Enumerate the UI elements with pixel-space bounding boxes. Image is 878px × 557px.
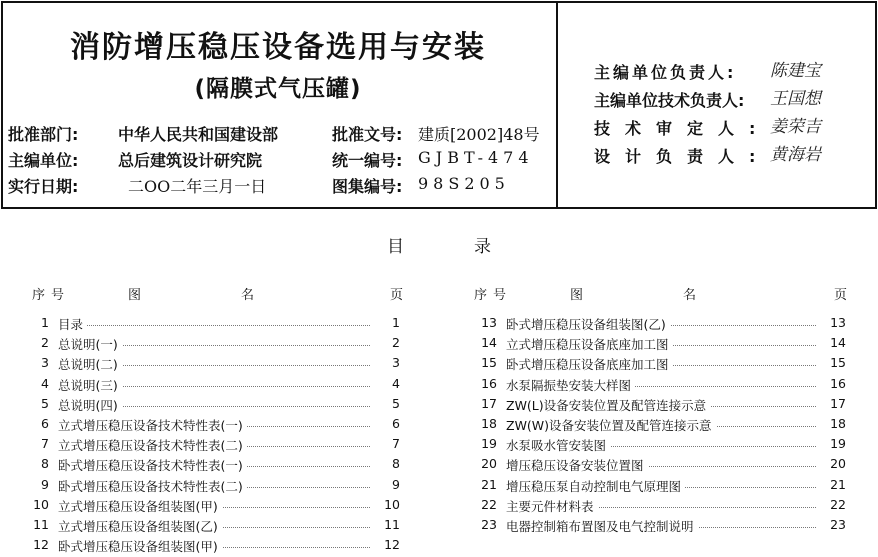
toc-row-number: 11: [33, 516, 49, 532]
toc-row-number: 20: [481, 456, 497, 472]
toc-row-page: 11: [370, 517, 400, 532]
toc-row-number: 4: [41, 375, 49, 391]
toc-row-number: 10: [33, 496, 49, 512]
tech-responsible-label: 主编单位技术负责人:: [594, 91, 745, 110]
toc-row-page: 22: [816, 497, 846, 512]
toc-row-number: 3: [41, 355, 49, 371]
toc-row-page: 13: [816, 315, 846, 330]
left-col-no-header: 序号: [32, 288, 71, 303]
left-col-page-header: 页: [390, 288, 404, 303]
toc-row-page: 10: [370, 497, 400, 512]
toc-row-title: 增压稳压设备安装位置图: [506, 456, 648, 474]
toc-row-title: 水泵吸水管安装图: [506, 436, 610, 454]
toc-row: [473, 517, 846, 537]
chief-signature: 陈建宝: [770, 61, 821, 81]
toc-row: [473, 477, 846, 497]
toc-row: [25, 436, 400, 456]
toc-row-page: 12: [370, 537, 400, 552]
toc-row-title: 立式增压稳压设备技术特性表(二): [58, 436, 247, 454]
toc-row-page: 4: [370, 376, 400, 391]
toc-row-title: 立式增压稳压设备底座加工图: [506, 335, 673, 353]
title-block-divider: [556, 1, 558, 209]
toc-row-page: 2: [370, 335, 400, 350]
toc-row-title: 总说明(二): [58, 355, 122, 373]
toc-row: [473, 335, 846, 355]
right-col-name-header: 图名: [570, 288, 797, 303]
review-label: 技术审定人:: [594, 119, 771, 138]
toc-row-page: 20: [816, 456, 846, 471]
toc-row: [25, 355, 400, 375]
toc-title: 目录: [387, 237, 561, 257]
toc-row-page: 5: [370, 396, 400, 411]
toc-row-title: 立式增压稳压设备组装图(乙): [58, 517, 222, 535]
review-signature: 姜荣吉: [770, 117, 821, 137]
toc-row: [25, 376, 400, 396]
toc-row: [473, 436, 846, 456]
tech-signature: 王国想: [770, 89, 821, 109]
toc-row-page: 15: [816, 355, 846, 370]
document-title: 消防增压稳压设备选用与安装: [70, 30, 486, 65]
approval-dept-value: 中华人民共和国建设部: [118, 125, 279, 144]
unified-code-value: GJBT-474: [418, 148, 534, 167]
toc-row-number: 21: [481, 476, 497, 492]
toc-row: [473, 315, 846, 335]
toc-row-page: 17: [816, 396, 846, 411]
toc-row: [473, 396, 846, 416]
toc-right-list: [473, 315, 846, 537]
toc-row-page: 16: [816, 376, 846, 391]
toc-row: [25, 335, 400, 355]
toc-row-page: 23: [816, 517, 846, 532]
design-signature: 黄海岩: [770, 145, 821, 165]
toc-row: [25, 315, 400, 335]
toc-row: [473, 497, 846, 517]
toc-row-page: 8: [370, 456, 400, 471]
right-col-no-header: 序号: [474, 288, 513, 303]
toc-row-number: 19: [481, 436, 497, 452]
toc-row-title: 卧式增压稳压设备组装图(甲): [58, 537, 222, 555]
atlas-code-value: 98S205: [418, 174, 510, 193]
toc-row-page: 1: [370, 315, 400, 330]
toc-row-number: 15: [481, 355, 497, 371]
toc-row-number: 5: [41, 395, 49, 411]
editor-unit-value: 总后建筑设计研究院: [118, 151, 263, 170]
toc-row: [25, 396, 400, 416]
toc-row-title: ZW(W)设备安装位置及配管连接示意: [506, 416, 716, 434]
design-label: 设计负责人:: [594, 147, 771, 166]
editor-unit-label: 主编单位:: [8, 151, 79, 170]
toc-row-number: 6: [41, 415, 49, 431]
toc-row: [473, 355, 846, 375]
toc-row-title: 水泵隔振垫安装大样图: [506, 376, 635, 394]
toc-row: [473, 416, 846, 436]
approval-dept-label: 批准部门:: [8, 125, 79, 144]
toc-row-page: 21: [816, 477, 846, 492]
toc-row-title: 电器控制箱布置图及电气控制说明: [506, 517, 698, 535]
approval-doc-label: 批准文号:: [332, 125, 403, 144]
toc-row-number: 12: [33, 537, 49, 553]
toc-row-title: 总说明(三): [58, 376, 122, 394]
toc-row: [25, 497, 400, 517]
toc-row-number: 23: [481, 516, 497, 532]
toc-row-title: 立式增压稳压设备技术特性表(一): [58, 416, 247, 434]
toc-row-title: 卧式增压稳压设备组装图(乙): [506, 315, 670, 333]
toc-row-page: 14: [816, 335, 846, 350]
toc-row-number: 7: [41, 436, 49, 452]
toc-row-number: 22: [481, 496, 497, 512]
effective-date-value: 二OO二年三月一日: [128, 177, 267, 196]
toc-row: [473, 456, 846, 476]
right-col-page-header: 页: [834, 288, 848, 303]
toc-row-title: 主要元件材料表: [506, 497, 598, 515]
toc-row: [25, 517, 400, 537]
toc-row-page: 9: [370, 477, 400, 492]
toc-row-title: ZW(L)设备安装位置及配管连接示意: [506, 396, 710, 414]
toc-row-title: 总说明(一): [58, 335, 122, 353]
toc-row-number: 17: [481, 395, 497, 411]
toc-row-number: 18: [481, 415, 497, 431]
toc-row-number: 1: [41, 315, 49, 330]
toc-row-title: 卧式增压稳压设备技术特性表(一): [58, 456, 247, 474]
toc-row: [473, 376, 846, 396]
toc-row-number: 8: [41, 456, 49, 472]
toc-row-number: 13: [481, 315, 497, 330]
toc-row-number: 9: [41, 476, 49, 492]
toc-row-title: 目录: [58, 315, 87, 333]
toc-row-number: 16: [481, 375, 497, 391]
toc-left-list: [25, 315, 400, 557]
chief-responsible-label: 主编单位负责人:: [594, 63, 737, 82]
document-subtitle: (隔膜式气压罐): [194, 76, 362, 102]
toc-row-title: 卧式增压稳压设备底座加工图: [506, 355, 673, 373]
atlas-code-label: 图集编号:: [332, 177, 403, 196]
toc-row-page: 6: [370, 416, 400, 431]
toc-row-page: 18: [816, 416, 846, 431]
approval-doc-value: 建质[2002]48号: [418, 125, 540, 144]
toc-row-title: 总说明(四): [58, 396, 122, 414]
toc-row-number: 2: [41, 335, 49, 351]
left-col-name-header: 图名: [128, 288, 355, 303]
toc-row-page: 19: [816, 436, 846, 451]
toc-row-page: 3: [370, 355, 400, 370]
toc-row: [25, 416, 400, 436]
toc-row-page: 7: [370, 436, 400, 451]
toc-row-title: 立式增压稳压设备组装图(甲): [58, 497, 222, 515]
toc-row-title: 卧式增压稳压设备技术特性表(二): [58, 477, 247, 495]
unified-code-label: 统一编号:: [332, 151, 403, 170]
toc-row-leader: [65, 325, 370, 326]
effective-date-label: 实行日期:: [8, 177, 79, 196]
toc-row: [25, 456, 400, 476]
toc-row: [25, 537, 400, 557]
toc-row-number: 14: [481, 335, 497, 351]
toc-row: [25, 477, 400, 497]
toc-row-title: 增压稳压泵自动控制电气原理图: [506, 477, 685, 495]
